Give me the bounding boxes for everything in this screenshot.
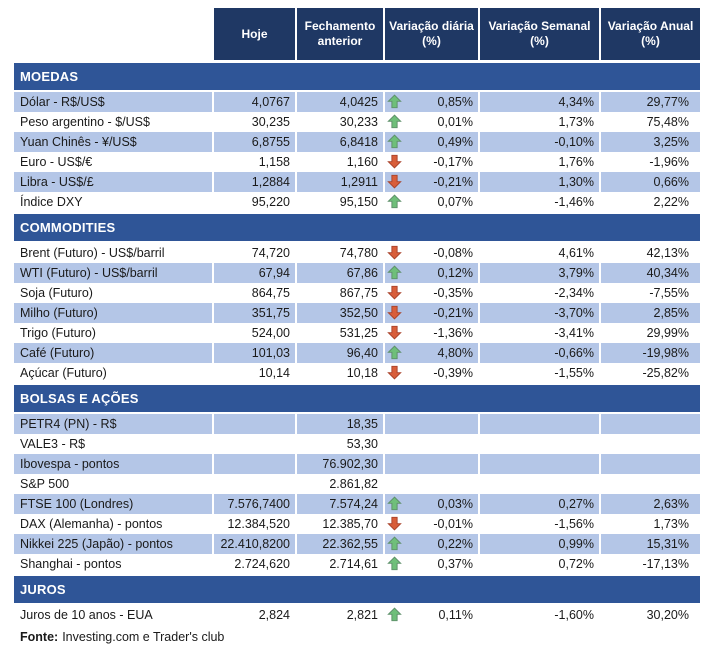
table-section (14, 214, 700, 383)
row-label: Shanghai - pontos (14, 554, 212, 574)
section-rows (14, 92, 700, 212)
cell-variacao-semanal: 0,27% (478, 494, 599, 514)
cell-variacao-semanal: -0,66% (478, 343, 599, 363)
section-rows (14, 414, 700, 574)
row-label: Café (Futuro) (14, 343, 212, 363)
arrow-up-icon (387, 94, 402, 109)
cell-fechamento-anterior: 96,40 (295, 343, 383, 363)
row-label: Yuan Chinês - ¥/US$ (14, 132, 212, 152)
table-row (14, 454, 700, 474)
cell-hoje: 1,2884 (212, 172, 295, 192)
cell-hoje: 6,8755 (212, 132, 295, 152)
cell-variacao-diaria (383, 243, 478, 263)
cell-variacao-anual: -17,13% (599, 554, 700, 574)
cell-variacao-semanal: 1,73% (478, 112, 599, 132)
table-row (14, 263, 700, 283)
section-rows (14, 605, 700, 625)
header-corner (14, 8, 212, 60)
variacao-diaria-value: 0,07% (437, 195, 473, 209)
cell-variacao-diaria (383, 605, 478, 625)
cell-hoje: 74,720 (212, 243, 295, 263)
cell-variacao-diaria (383, 172, 478, 192)
table-body (14, 63, 700, 625)
table-row (14, 132, 700, 152)
financial-summary-table (14, 8, 700, 644)
table-row (14, 92, 700, 112)
variacao-diaria-value: 0,22% (437, 537, 473, 551)
cell-variacao-diaria (383, 132, 478, 152)
table-section (14, 576, 700, 625)
section-header: BOLSAS E AÇÕES (14, 385, 700, 412)
row-label: FTSE 100 (Londres) (14, 494, 212, 514)
cell-fechamento-anterior: 74,780 (295, 243, 383, 263)
cell-variacao-semanal: 4,34% (478, 92, 599, 112)
cell-variacao-anual: 2,85% (599, 303, 700, 323)
row-label: S&P 500 (14, 474, 212, 494)
cell-hoje: 30,235 (212, 112, 295, 132)
cell-variacao-semanal: 1,76% (478, 152, 599, 172)
cell-variacao-semanal: -3,41% (478, 323, 599, 343)
cell-variacao-semanal: 3,79% (478, 263, 599, 283)
arrow-up-icon (387, 265, 402, 280)
row-label: WTI (Futuro) - US$/barril (14, 263, 212, 283)
col-header-variacao-anual: Variação Anual (%) (599, 8, 700, 60)
cell-variacao-diaria (383, 434, 478, 454)
cell-fechamento-anterior: 1,160 (295, 152, 383, 172)
cell-variacao-anual (599, 414, 700, 434)
arrow-up-icon (387, 345, 402, 360)
cell-fechamento-anterior: 352,50 (295, 303, 383, 323)
table-row (14, 494, 700, 514)
cell-hoje: 2.724,620 (212, 554, 295, 574)
section-rows (14, 243, 700, 383)
cell-variacao-anual: -1,96% (599, 152, 700, 172)
cell-variacao-anual: 3,25% (599, 132, 700, 152)
cell-fechamento-anterior: 95,150 (295, 192, 383, 212)
cell-variacao-diaria (383, 112, 478, 132)
cell-variacao-anual: 1,73% (599, 514, 700, 534)
source-label: Fonte: (20, 630, 59, 644)
cell-hoje: 10,14 (212, 363, 295, 383)
arrow-up-icon (387, 134, 402, 149)
row-label: PETR4 (PN) - R$ (14, 414, 212, 434)
cell-variacao-semanal: -1,46% (478, 192, 599, 212)
cell-fechamento-anterior: 2,821 (295, 605, 383, 625)
table-row (14, 363, 700, 383)
row-label: Euro - US$/€ (14, 152, 212, 172)
cell-fechamento-anterior: 867,75 (295, 283, 383, 303)
source-note (14, 627, 700, 644)
table-row (14, 554, 700, 574)
arrow-down-icon (387, 154, 402, 169)
cell-variacao-anual: 42,13% (599, 243, 700, 263)
arrow-down-icon (387, 285, 402, 300)
table-row (14, 112, 700, 132)
cell-variacao-semanal: 0,72% (478, 554, 599, 574)
cell-hoje: 95,220 (212, 192, 295, 212)
cell-variacao-anual: 2,22% (599, 192, 700, 212)
cell-hoje (212, 414, 295, 434)
cell-variacao-diaria (383, 414, 478, 434)
cell-variacao-semanal: -3,70% (478, 303, 599, 323)
cell-variacao-diaria (383, 192, 478, 212)
table-row (14, 192, 700, 212)
cell-variacao-anual: 15,31% (599, 534, 700, 554)
table-row (14, 434, 700, 454)
cell-variacao-diaria (383, 474, 478, 494)
arrow-down-icon (387, 325, 402, 340)
cell-fechamento-anterior: 53,30 (295, 434, 383, 454)
arrow-up-icon (387, 496, 402, 511)
cell-hoje: 22.410,8200 (212, 534, 295, 554)
cell-variacao-semanal: -1,56% (478, 514, 599, 534)
cell-hoje (212, 474, 295, 494)
cell-variacao-semanal: -0,10% (478, 132, 599, 152)
table-row (14, 323, 700, 343)
arrow-up-icon (387, 556, 402, 571)
cell-variacao-anual: 40,34% (599, 263, 700, 283)
row-label: Juros de 10 anos - EUA (14, 605, 212, 625)
cell-variacao-anual: 29,99% (599, 323, 700, 343)
col-header-variacao-semanal: Variação Semanal (%) (478, 8, 599, 60)
col-header-hoje: Hoje (212, 8, 295, 60)
cell-hoje (212, 454, 295, 474)
cell-variacao-anual: 75,48% (599, 112, 700, 132)
cell-variacao-semanal (478, 474, 599, 494)
cell-variacao-diaria (383, 152, 478, 172)
cell-fechamento-anterior: 18,35 (295, 414, 383, 434)
table-header (14, 8, 700, 60)
cell-variacao-diaria (383, 92, 478, 112)
variacao-diaria-value: 0,12% (437, 266, 473, 280)
col-header-fechamento-anterior: Fechamento anterior (295, 8, 383, 60)
cell-hoje: 4,0767 (212, 92, 295, 112)
cell-variacao-semanal: 4,61% (478, 243, 599, 263)
variacao-diaria-value: 0,01% (437, 115, 473, 129)
cell-variacao-diaria (383, 554, 478, 574)
cell-fechamento-anterior: 1,2911 (295, 172, 383, 192)
row-label: Brent (Futuro) - US$/barril (14, 243, 212, 263)
row-label: DAX (Alemanha) - pontos (14, 514, 212, 534)
row-label: Açúcar (Futuro) (14, 363, 212, 383)
cell-hoje: 2,824 (212, 605, 295, 625)
cell-fechamento-anterior: 7.574,24 (295, 494, 383, 514)
arrow-down-icon (387, 305, 402, 320)
variacao-diaria-value: 0,49% (437, 135, 473, 149)
cell-variacao-diaria (383, 343, 478, 363)
cell-hoje (212, 434, 295, 454)
cell-variacao-diaria (383, 363, 478, 383)
variacao-diaria-value: -0,08% (433, 246, 473, 260)
row-label: Milho (Futuro) (14, 303, 212, 323)
cell-fechamento-anterior: 30,233 (295, 112, 383, 132)
cell-fechamento-anterior: 6,8418 (295, 132, 383, 152)
cell-hoje: 864,75 (212, 283, 295, 303)
table-row (14, 414, 700, 434)
variacao-diaria-value: -0,39% (433, 366, 473, 380)
cell-fechamento-anterior: 2.861,82 (295, 474, 383, 494)
variacao-diaria-value: 0,11% (438, 608, 473, 622)
cell-variacao-anual (599, 434, 700, 454)
cell-fechamento-anterior: 4,0425 (295, 92, 383, 112)
cell-fechamento-anterior: 22.362,55 (295, 534, 383, 554)
cell-fechamento-anterior: 67,86 (295, 263, 383, 283)
table-row (14, 283, 700, 303)
cell-hoje: 12.384,520 (212, 514, 295, 534)
cell-variacao-semanal (478, 454, 599, 474)
row-label: Soja (Futuro) (14, 283, 212, 303)
col-header-variacao-diaria: Variação diária (%) (383, 8, 478, 60)
section-header: JUROS (14, 576, 700, 603)
cell-variacao-anual: 29,77% (599, 92, 700, 112)
table-row (14, 152, 700, 172)
source-text: Investing.com e Trader's club (62, 630, 225, 644)
cell-variacao-diaria (383, 323, 478, 343)
arrow-down-icon (387, 174, 402, 189)
cell-fechamento-anterior: 10,18 (295, 363, 383, 383)
cell-variacao-diaria (383, 494, 478, 514)
table-row (14, 172, 700, 192)
section-header: COMMODITIES (14, 214, 700, 241)
variacao-diaria-value: -0,21% (433, 306, 473, 320)
cell-variacao-diaria (383, 514, 478, 534)
table-row (14, 605, 700, 625)
cell-variacao-diaria (383, 454, 478, 474)
row-label: Trigo (Futuro) (14, 323, 212, 343)
row-label: Ibovespa - pontos (14, 454, 212, 474)
cell-variacao-diaria (383, 263, 478, 283)
cell-hoje: 524,00 (212, 323, 295, 343)
cell-variacao-semanal: 0,99% (478, 534, 599, 554)
arrow-up-icon (387, 114, 402, 129)
cell-variacao-semanal: -1,60% (478, 605, 599, 625)
cell-variacao-diaria (383, 534, 478, 554)
variacao-diaria-value: 0,03% (437, 497, 473, 511)
cell-variacao-semanal: -2,34% (478, 283, 599, 303)
table-row (14, 534, 700, 554)
variacao-diaria-value: 4,80% (437, 346, 473, 360)
arrow-up-icon (387, 194, 402, 209)
variacao-diaria-value: 0,85% (437, 95, 473, 109)
variacao-diaria-value: -0,01% (433, 517, 473, 531)
row-label: Índice DXY (14, 192, 212, 212)
row-label: Nikkei 225 (Japão) - pontos (14, 534, 212, 554)
arrow-up-icon (387, 536, 402, 551)
table-row (14, 243, 700, 263)
variacao-diaria-value: -0,35% (433, 286, 473, 300)
cell-hoje: 1,158 (212, 152, 295, 172)
table-row (14, 303, 700, 323)
cell-hoje: 67,94 (212, 263, 295, 283)
cell-variacao-anual: -19,98% (599, 343, 700, 363)
cell-variacao-anual: -25,82% (599, 363, 700, 383)
row-label: Dólar - R$/US$ (14, 92, 212, 112)
row-label: VALE3 - R$ (14, 434, 212, 454)
table-section (14, 385, 700, 574)
cell-variacao-semanal (478, 414, 599, 434)
cell-fechamento-anterior: 2.714,61 (295, 554, 383, 574)
cell-variacao-anual (599, 454, 700, 474)
section-header: MOEDAS (14, 63, 700, 90)
cell-variacao-anual: 30,20% (599, 605, 700, 625)
cell-hoje: 351,75 (212, 303, 295, 323)
variacao-diaria-value: -0,21% (433, 175, 473, 189)
arrow-down-icon (387, 365, 402, 380)
table-section (14, 63, 700, 212)
cell-variacao-anual: -7,55% (599, 283, 700, 303)
cell-variacao-anual: 2,63% (599, 494, 700, 514)
cell-variacao-semanal (478, 434, 599, 454)
table-row (14, 474, 700, 494)
variacao-diaria-value: -0,17% (433, 155, 473, 169)
table-row (14, 343, 700, 363)
cell-fechamento-anterior: 12.385,70 (295, 514, 383, 534)
row-label: Peso argentino - $/US$ (14, 112, 212, 132)
arrow-down-icon (387, 516, 402, 531)
cell-variacao-diaria (383, 283, 478, 303)
cell-hoje: 7.576,7400 (212, 494, 295, 514)
table-row (14, 514, 700, 534)
arrow-down-icon (387, 245, 402, 260)
variacao-diaria-value: 0,37% (437, 557, 473, 571)
variacao-diaria-value: -1,36% (433, 326, 473, 340)
row-label: Libra - US$/£ (14, 172, 212, 192)
cell-variacao-anual (599, 474, 700, 494)
arrow-up-icon (387, 607, 402, 622)
cell-fechamento-anterior: 531,25 (295, 323, 383, 343)
cell-variacao-semanal: 1,30% (478, 172, 599, 192)
cell-hoje: 101,03 (212, 343, 295, 363)
cell-variacao-diaria (383, 303, 478, 323)
cell-variacao-semanal: -1,55% (478, 363, 599, 383)
cell-fechamento-anterior: 76.902,30 (295, 454, 383, 474)
cell-variacao-anual: 0,66% (599, 172, 700, 192)
